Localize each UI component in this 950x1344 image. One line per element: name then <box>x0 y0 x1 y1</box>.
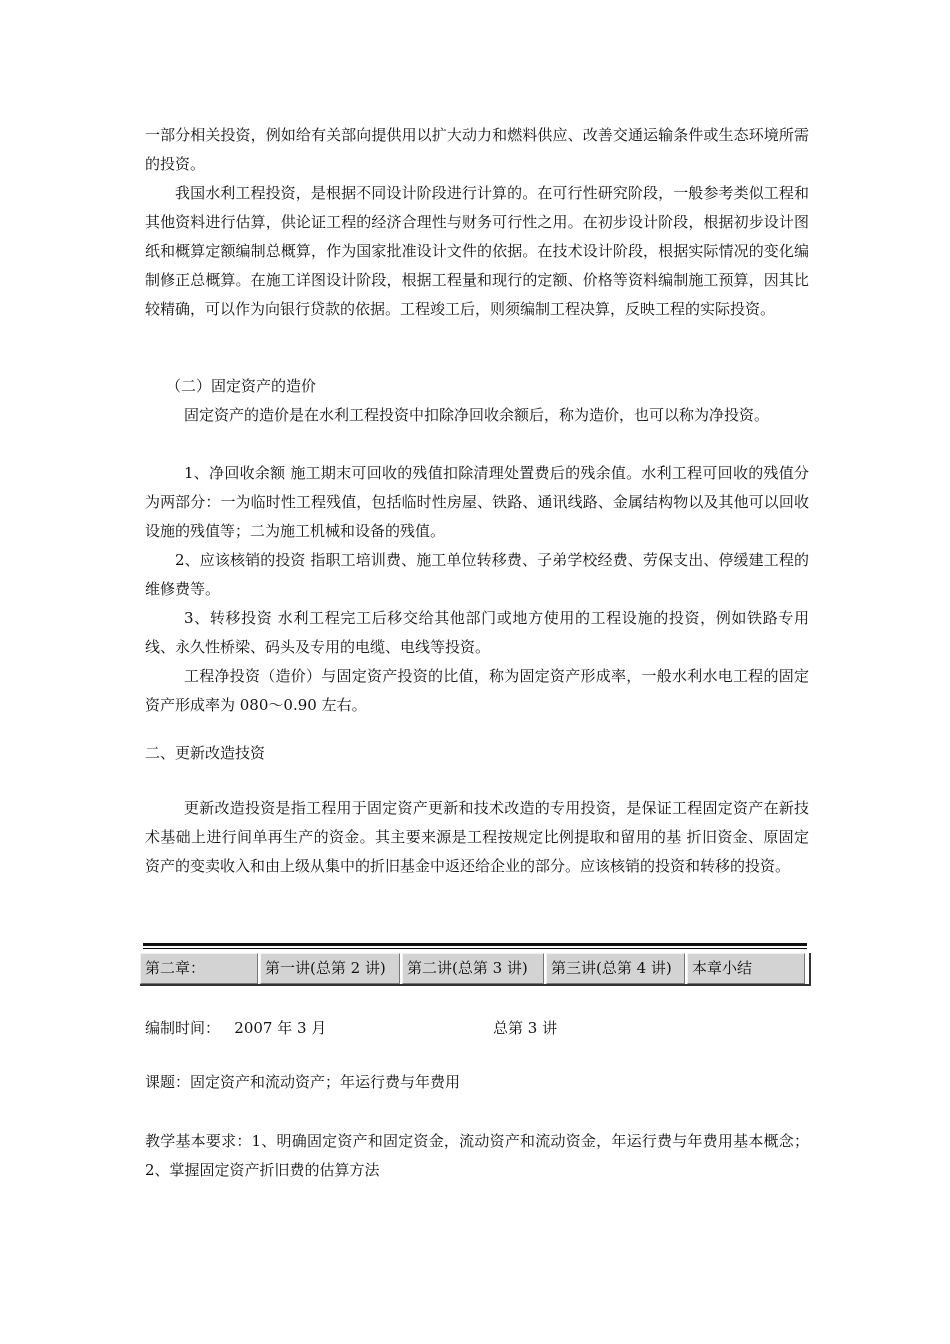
nav-chapter-label: 第二章： <box>140 953 258 984</box>
paragraph-write-off-investment: 2、应该核销的投资 指职工培训费、施工单位转移费、子弟学校经费、劳保支出、停缓建工程的维修费等。 <box>145 551 809 598</box>
lecture-number: 总第 3 讲 <box>493 1019 558 1037</box>
paragraph-formation-rate: 工程净投资（造价）与固定资产投资的比值，称为固定资产形成率，一般水利水电工程的固定资产形成率为 080～0.90 左右。 <box>145 667 809 714</box>
nav-lecture-1-link[interactable]: 第一讲(总第 2 讲) <box>260 953 400 984</box>
nav-chapter-summary-link[interactable]: 本章小结 <box>687 953 805 984</box>
teaching-requirements: 教学基本要求：1、明确固定资产和固定资金，流动资产和流动资金，年运行费与年费用基本概念；2、掌握固定资产折旧费的估算方法 <box>145 1132 809 1179</box>
paragraph-investment-calculation: 我国水利工程投资，是根据不同设计阶段进行计算的。在可行性研究阶段，一般参考类似工程和其他资料进行估算，供论证工程的经济合理性与财务可行性之用。在初步设计阶段，根据初步设计图纸和概算定额编制总概算，作为国家批准设计文件的依据。在技术设计阶段，根据实际情况的变化编制修正总概算。在施工详图设计阶段，根据工程量和现行的定额、价格等资料编制施工预算，因其比较精确，可以作为向银行贷款的依据。工程竣工后，则须编制工程决算，反映工程的实际投资。 <box>145 184 809 318</box>
lecture-meta-row <box>145 1014 809 1043</box>
compile-date: 编制时间： 2007 年 3 月 <box>145 1019 327 1037</box>
paragraph-fixed-asset-cost: 固定资产的造价是在水利工程投资中扣除净回收余额后，称为造价，也可以称为净投资。 <box>184 406 770 424</box>
nav-lecture-3-link[interactable]: 第三讲(总第 4 讲) <box>546 953 685 984</box>
lecture-topic: 课题：固定资产和流动资产；年运行费与年费用 <box>145 1073 461 1091</box>
heading-renewal-investment: 二、更新改造技资 <box>145 744 266 762</box>
subheading-fixed-asset-cost: （二）固定资产的造价 <box>166 377 317 395</box>
divider-thin <box>143 948 807 949</box>
nav-lecture-2-link[interactable]: 第二讲(总第 3 讲) <box>402 953 544 984</box>
paragraph-related-investment: 一部分相关投资，例如给有关部向提供用以扩大动力和燃料供应、改善交通运输条件或生态环境所需的投资。 <box>145 126 809 173</box>
paragraph-renewal-investment: 更新改造投资是指工程用于固定资产更新和技术改造的专用投资，是保证工程固定资产在新技术基础上进行间单再生产的资金。其主要来源是工程按规定比例提取和留用的基 折旧资金、原固定资产的变卖收入和由上级从集中的折旧基金中返还给企业的部分。应该核销的投资和转移的投资。 <box>145 799 809 875</box>
paragraph-transfer-investment: 3、转移投资 水利工程完工后移交给其他部门或地方使用的工程设施的投资，例如铁路专用线、永久性桥梁、码头及专用的电缆、电线等投资。 <box>145 609 809 656</box>
chapter-navigation-bar <box>140 953 811 986</box>
divider-thick <box>143 943 807 946</box>
paragraph-net-recovery: 1、净回收余额 施工期末可回收的残值扣除清理处置费后的残余值。水利工程可回收的残值分为两部分：一为临时性工程残值，包括临时性房屋、铁路、通讯线路、金属结构物以及其他可以回收设施的残值等；二为施工机械和设备的残值。 <box>145 464 809 540</box>
